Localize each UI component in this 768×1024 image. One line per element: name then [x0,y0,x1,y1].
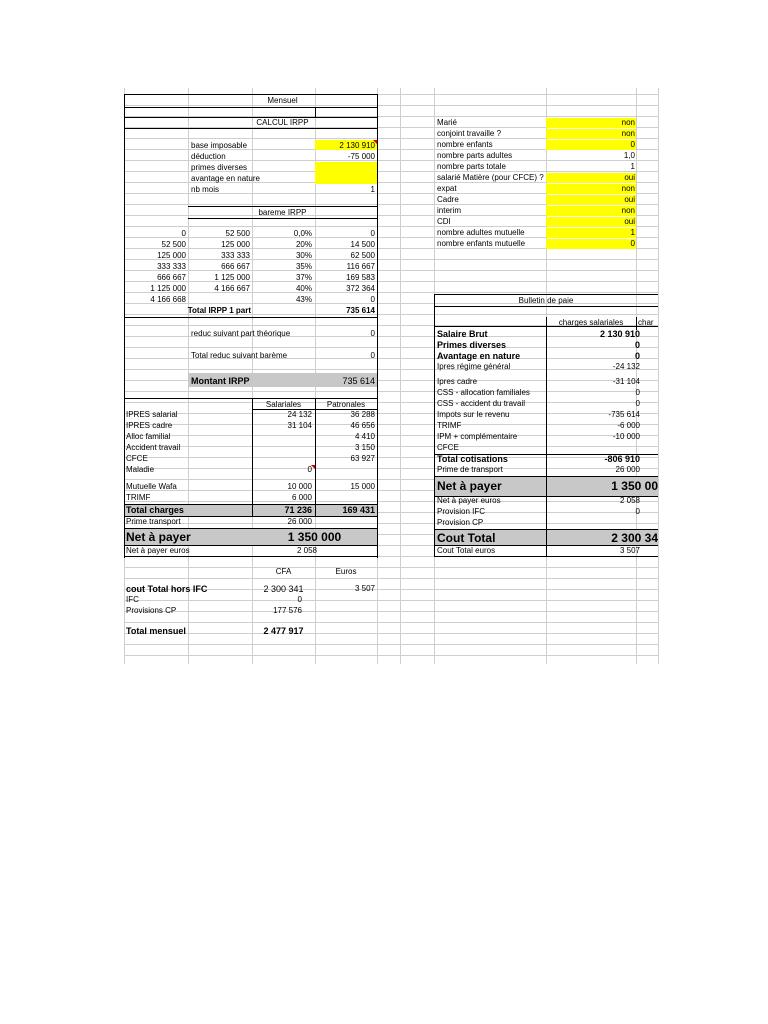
param-label: base imposable [191,141,248,150]
grid-line [124,567,658,568]
param-value: oui [624,217,635,226]
param-label: nb mois [191,185,220,194]
bareme-tax: 116 667 [346,262,375,271]
param-label: primes diverses [191,163,248,172]
net-euros-value: 2 058 [296,546,318,555]
bulletin-value: -735 614 [608,410,640,419]
grid-line [124,398,377,399]
total-charges-label: Total charges [126,505,184,515]
bareme-tax: 0 [370,295,375,304]
bareme-to: 125 000 [221,240,250,249]
param-value: 1,0 [623,151,635,160]
bareme-tax: 14 500 [350,240,375,249]
charge-salariale: 6 000 [291,493,312,502]
bareme-from: 52 500 [161,240,186,249]
charge-label: Accident travail [126,443,181,452]
prov-cp-value: 177 576 [273,606,302,615]
bareme-rate: 37% [295,273,312,282]
param-value: non [621,118,635,127]
charge-salariale: 0 [307,465,312,474]
param-label: déduction [191,152,226,161]
bulletin-label: Total cotisations [437,454,508,464]
bulletin-value: -24 132 [612,362,640,371]
grid-line [124,317,377,318]
title-bareme: bareme IRPP [258,208,307,217]
bulletin-value: 0 [634,351,640,361]
param-value: -75 000 [347,152,375,161]
provision-ifc-label: Provision IFC [437,507,486,516]
bulletin-label: CSS - allocation familiales [437,388,530,397]
prime-transport-value: 26 000 [287,517,312,526]
bareme-rate: 0,0% [293,229,312,238]
charge-patronale: 4 410 [354,432,375,441]
param-label: avantage en nature [191,174,260,183]
bulletin-label: Prime de transport [437,465,503,474]
param-value: 0 [630,140,635,149]
provision-cp-label: Provision CP [437,518,484,527]
grid-line [188,218,377,219]
param-value: oui [624,173,635,182]
header-patronales: Patronales [326,400,366,409]
grid-line [434,556,658,557]
total-charges-pat: 169 431 [342,505,375,515]
param-value: 1 [630,162,635,171]
reduc-theorique-label: reduc suivant part théorique [191,329,291,338]
bulletin-label: IPM + complémentaire [437,432,518,441]
montant-irpp-label: Montant IRPP [191,376,250,386]
param-label: nombre parts adultes [437,151,513,160]
bulletin-label: Avantage en nature [437,351,521,361]
net-label: Net à payer [437,479,502,493]
bulletin-value: 0 [635,388,640,397]
charge-label: TRIMF [126,493,151,502]
grid-line [124,94,377,95]
net-label: Net à payer [126,530,191,544]
grid-line [124,600,658,601]
title-bulletin: Bulletin de paie [518,296,574,305]
bulletin-label: Salaire Brut [437,329,488,339]
grid-line [124,128,377,129]
bareme-to: 1 125 000 [214,273,250,282]
cout-total-euros-label: Cout Total euros [437,546,496,555]
bulletin-value: -31 104 [612,377,640,386]
charge-label: Alloc familial [126,432,171,441]
bareme-from: 125 000 [157,251,186,260]
charge-patronale: 36 288 [350,410,375,419]
bareme-rate: 30% [295,251,312,260]
grid-line [124,611,658,612]
bulletin-label: Ipres régime général [437,362,511,371]
param-label: expat [437,184,457,193]
bulletin-value: 0 [634,340,640,350]
param-label: CDI [437,217,451,226]
bulletin-value: -6 000 [617,421,640,430]
grid-line [124,528,377,529]
bulletin-label: Primes diverses [437,340,507,350]
reduc-bareme-value: 0 [370,351,375,360]
charge-salariale: 31 104 [287,421,312,430]
grid-line [434,294,435,556]
bareme-from: 666 667 [157,273,186,282]
charge-patronale: 3 150 [354,443,375,452]
charge-label: Mutuelle Wafa [126,482,177,491]
bareme-tax: 0 [370,229,375,238]
param-label: conjoint travaille ? [437,129,502,138]
bulletin-label: CFCE [437,443,459,452]
bareme-tax: 169 583 [346,273,375,282]
montant-irpp-value: 735 614 [342,376,375,386]
highlight-cell [315,162,377,184]
charge-label: Maladie [126,465,155,474]
grid-line [377,94,378,558]
param-value: non [621,129,635,138]
param-value: 0 [630,239,635,248]
header-salariales: Salariales [265,400,302,409]
prov-cp-label: Provisions CP [126,606,177,615]
bareme-rate: 40% [295,284,312,293]
total-mensuel-value: 2 477 917 [263,626,304,636]
param-label: Cadre [437,195,459,204]
charge-salariale: 24 132 [287,410,312,419]
charge-patronale: 63 927 [350,454,375,463]
bulletin-value: 2 130 910 [599,329,640,339]
title-mensuel: Mensuel [267,96,298,105]
total-charges-sal: 71 236 [284,505,312,515]
bareme-rate: 43% [295,295,312,304]
bulletin-value: 26 000 [615,465,640,474]
ifc-value: 0 [297,595,302,604]
bulletin-label: CSS - accident du travail [437,399,526,408]
bulletin-value: -10 000 [612,432,640,441]
cout-hors-ifc-cfa: 2 300 341 [263,584,304,594]
param-label: nombre adultes mutuelle [437,228,525,237]
grid-line [124,94,125,558]
param-value: non [621,206,635,215]
provision-ifc-value: 0 [635,507,640,516]
bareme-to: 4 166 667 [214,284,250,293]
bulletin-label: Ipres cadre [437,377,478,386]
grid-line [124,446,658,447]
grid-line [434,529,658,530]
header-cfa: CFA [275,567,292,576]
param-label: salarié Matière (pour CFCE) ? [437,173,544,182]
net-euros-label: Net à payer euros [437,496,501,505]
header-euros: Euros [335,567,357,576]
bareme-tax: 372 364 [346,284,375,293]
grid-line [124,655,658,656]
cout-hors-ifc-label: cout Total hors IFC [126,584,208,594]
grid-line [315,107,316,117]
bareme-rate: 20% [295,240,312,249]
grid-line [658,88,659,664]
title-calcul-irpp: CALCUL IRPP [256,118,309,127]
param-label: nombre enfants [437,140,493,149]
grid-line [124,556,377,557]
param-label: interim [437,206,462,215]
bareme-from: 1 125 000 [150,284,186,293]
cout-hors-ifc-euros: 3 507 [354,584,375,593]
net-value: 1 350 000 [287,530,342,544]
net-euros-label: Net à payer euros [126,546,190,555]
header-charges-salariales: charges salariales [558,318,624,327]
ifc-label: IFC [126,595,139,604]
bareme-rate: 35% [295,262,312,271]
cout-total-euros-value: 3 507 [619,546,640,555]
charge-patronale: 15 000 [350,482,375,491]
bulletin-label: TRIMF [437,421,462,430]
cout-total-label: Cout Total [437,531,496,545]
param-value: 1 [370,185,375,194]
grid-line [124,578,658,579]
grid-line [188,206,377,207]
reduc-theorique-value: 0 [370,329,375,338]
charge-patronale: 46 656 [350,421,375,430]
bareme-from: 0 [181,229,186,238]
total-irpp-label: Total IRPP 1 part [187,306,251,315]
param-label: Marié [437,118,458,127]
cout-total-value: 2 300 34 [611,531,658,545]
grid-line [124,633,658,634]
bareme-to: 333 333 [221,251,250,260]
charge-salariale: 10 000 [287,482,312,491]
header-charges-patronales: char [638,318,654,327]
bareme-tax: 62 500 [350,251,375,260]
charge-label: IPRES salarial [126,410,178,419]
total-irpp-value: 735 614 [346,306,375,315]
grid-line [434,306,658,307]
param-label: nombre enfants mutuelle [437,239,526,248]
bareme-to: 666 667 [221,262,250,271]
bareme-from: 333 333 [157,262,186,271]
param-value: 1 [630,228,635,237]
grid-line [434,294,658,295]
grid-line [124,644,658,645]
bulletin-value: 0 [635,399,640,408]
param-value: 2 130 910 [339,141,375,150]
grid-line [124,523,658,524]
net-value: 1 350 00 [611,479,658,493]
prime-transport-label: Prime transport [126,517,181,526]
bareme-to: 52 500 [225,229,250,238]
bulletin-label: Impots sur le revenu [437,410,510,419]
param-value: oui [624,195,635,204]
net-euros-value: 2 058 [619,496,640,505]
bulletin-value: -806 910 [604,454,640,464]
param-value: non [621,184,635,193]
grid-line [124,107,377,108]
charge-label: CFCE [126,454,148,463]
charge-label: IPRES cadre [126,421,173,430]
total-mensuel-label: Total mensuel [126,626,186,636]
grid-line [434,476,658,477]
grid-line [124,622,658,623]
param-label: nombre parts totale [437,162,506,171]
reduc-bareme-label: Total reduc suivant barème [191,351,288,360]
bareme-from: 4 166 668 [150,295,186,304]
